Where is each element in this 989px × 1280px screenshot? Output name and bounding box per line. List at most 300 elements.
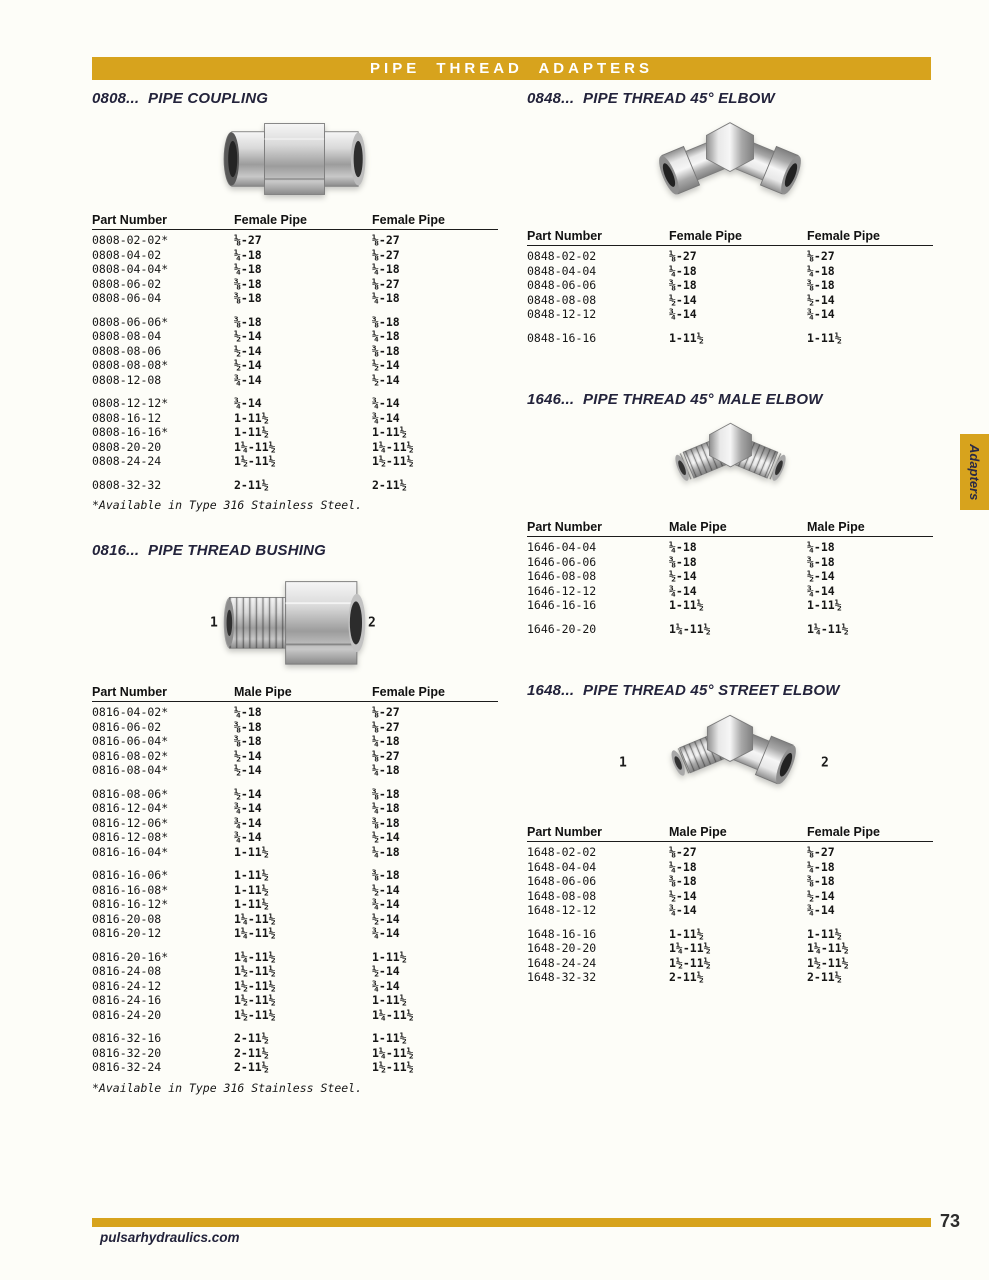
part-number: 0816-04-02* [92,705,169,719]
column-header-end-2: Female Pipe [807,229,880,243]
thread-size: ½-14 [372,830,400,844]
thread-size: ¼-18 [372,291,400,305]
thread-size: 1-11½ [669,926,704,941]
thread-size: ¾-14 [669,903,697,917]
thread-size: ½-14 [372,911,400,926]
part-number: 1648-04-04 [527,859,597,874]
part-number: 1646-08-08 [527,569,597,583]
thread-size: 1½-11½ [234,978,276,993]
parts-table-1648 [527,825,933,985]
left-column [92,90,498,1095]
row-group-gap [527,322,933,331]
thread-size: ¾-14 [372,926,400,940]
thread-size: 1½-11½ [669,955,711,970]
part-number: 0816-20-16* [92,949,169,964]
parts-table-0808 [92,213,498,492]
thread-size: ½-14 [234,358,262,372]
table-row [527,956,933,971]
thread-size: ¼-18 [372,734,400,748]
part-number: 0808-12-08 [92,372,162,387]
page-banner-title: PIPE THREAD ADAPTERS [370,60,653,77]
thread-size: 1-11½ [669,598,704,612]
thread-size: ⅜-18 [669,874,697,888]
part-number: 0808-08-04 [92,329,162,343]
table-body [92,705,498,1075]
row-group-gap [92,859,498,868]
thread-size: ⅛-27 [372,233,400,247]
part-number: 0816-24-16 [92,993,162,1007]
section-title: 0816... PIPE THREAD BUSHING [92,542,326,559]
section-title: 0808... PIPE COUPLING [92,90,269,107]
thread-size: ¾-14 [807,583,835,598]
thread-size: ¼-18 [234,705,262,719]
thread-size: 1¼-11½ [807,621,849,636]
thread-size: ¼-18 [372,329,400,343]
table-row [92,248,498,263]
thread-size: ¼-18 [669,859,697,874]
part-number: 1648-02-02 [527,845,597,859]
thread-size: ⅜-18 [234,719,262,734]
thread-size: ¼-18 [372,801,400,815]
thread-size: ½-14 [372,372,400,387]
part-number: 0816-20-12 [92,926,162,940]
part-number: 1646-04-04 [527,540,597,554]
part-number: 0848-12-12 [527,307,597,321]
thread-size: ½-14 [234,343,262,358]
table-row [92,373,498,388]
table-row [92,979,498,994]
table-body [527,249,933,345]
table-row [92,396,498,411]
thread-size: 1¼-11½ [669,621,711,636]
thread-size: ¾-14 [234,396,262,410]
thread-size: ⅜-18 [234,276,262,291]
thread-size: ¼-18 [372,262,400,276]
thread-size: ⅜-18 [234,291,262,305]
thread-size: 2-11½ [234,1060,269,1074]
table-row [92,926,498,941]
row-group-gap [92,941,498,950]
table-row [92,816,498,831]
part-number: 0816-32-20 [92,1045,162,1060]
part-number: 0816-12-04* [92,801,169,815]
thread-size: ⅛-27 [669,845,697,859]
table-header [92,213,498,230]
45-male-elbow-illustration [643,418,818,508]
section-pipe-coupling [92,90,498,512]
table-header [527,825,933,842]
thread-size: 2-11½ [234,477,269,492]
column-header-end-2: Female Pipe [372,213,445,227]
thread-size: 1-11½ [807,598,842,612]
thread-size: 1¼-11½ [234,911,276,926]
part-number: 0848-02-02 [527,249,597,263]
part-number: 1646-12-12 [527,583,597,598]
part-number: 0816-06-04* [92,734,169,748]
part-number: 1646-20-20 [527,621,597,636]
parts-table-1646 [527,520,933,636]
thread-size: ⅜-18 [669,278,697,292]
thread-size: 1-11½ [669,330,704,345]
thread-size: ⅜-18 [372,786,400,801]
table-row [527,845,933,860]
thread-size: ¾-14 [807,307,835,321]
part-number: 0816-20-08 [92,911,162,926]
table-row [527,249,933,264]
thread-size: ½-14 [234,763,262,777]
table-row [92,950,498,965]
table-row [92,734,498,749]
right-column [527,90,933,985]
row-group-gap [527,918,933,927]
table-row [92,705,498,720]
table-row [92,291,498,306]
thread-size: 1-11½ [372,949,407,964]
part-number: 1648-16-16 [527,926,597,941]
thread-size: ⅛-27 [807,249,835,263]
table-row [92,830,498,845]
part-number: 0816-16-04* [92,844,169,859]
column-header-end-1: Male Pipe [669,825,727,839]
part-number: 0816-12-06* [92,815,169,830]
thread-size: 1¼-11½ [807,941,849,955]
thread-size: 1¼-11½ [372,1007,414,1022]
bushing-illustration [220,569,370,673]
table-row [527,622,933,637]
thread-size: ¾-14 [372,396,400,410]
row-group-gap [92,387,498,396]
thread-size: 1-11½ [234,410,269,425]
chapter-tab-adapters[interactable] [960,434,989,510]
table-row [527,584,933,599]
part-number: 0808-24-24 [92,454,162,468]
part-number: 1646-06-06 [527,554,597,569]
table-row [527,264,933,279]
thread-size: ¼-18 [234,262,262,276]
column-header-end-2: Male Pipe [807,520,865,534]
thread-size: 1-11½ [234,868,269,882]
table-row [527,278,933,293]
column-header-end-2: Female Pipe [372,685,445,699]
thread-size: ¾-14 [234,830,262,844]
section-pipe-thread-bushing [92,542,498,1095]
part-number: 1648-32-32 [527,970,597,984]
thread-size: ½-14 [234,748,262,763]
part-number: 0808-20-20 [92,439,162,454]
table-row [527,598,933,613]
table-row [527,970,933,985]
table-row [92,720,498,735]
thread-size: ½-14 [807,569,835,583]
thread-size: ½-14 [372,358,400,372]
thread-size: 1-11½ [234,425,269,439]
stainless-note: *Available in Type 316 Stainless Steel. [92,498,363,512]
thread-size: 1½-11½ [372,454,414,468]
product-photo-45-street-elbow [527,709,933,817]
part-number: 0808-16-16* [92,425,169,439]
column-header-part-number: Part Number [527,229,603,243]
45-street-elbow-illustration [635,709,825,813]
footer-website-link[interactable]: pulsarhydraulics.com [100,1230,240,1245]
row-group-gap [92,778,498,787]
thread-size: ¾-14 [234,801,262,815]
thread-size: 1-11½ [234,844,269,859]
table-row [92,315,498,330]
table-row [527,293,933,308]
thread-size: ¼-18 [807,859,835,874]
thread-size: ⅜-18 [807,278,835,292]
thread-size: ½-14 [372,882,400,897]
table-row [92,964,498,979]
thread-size: 1-11½ [372,425,407,439]
part-number: 0808-06-06* [92,314,169,329]
thread-size: ¾-14 [807,903,835,917]
part-number: 1646-16-16 [527,598,597,612]
column-header-end-2: Female Pipe [807,825,880,839]
table-row [92,478,498,493]
product-photo-45-male-elbow [527,418,933,512]
part-number: 0816-24-12 [92,978,162,993]
section-45-male-elbow [527,391,933,636]
end-label-2: 2 [368,615,376,631]
45-elbow-illustration [635,117,825,217]
end-label-2: 2 [821,755,829,771]
table-row [92,425,498,440]
thread-size: 1½-11½ [234,964,276,978]
part-number: 0808-02-02* [92,233,169,247]
thread-size: 1¼-11½ [372,1045,414,1060]
table-row [92,1031,498,1046]
thread-size: 1½-11½ [807,955,849,970]
thread-size: 2-11½ [234,1045,269,1060]
table-row [92,262,498,277]
thread-size: 1-11½ [372,993,407,1007]
part-number: 0808-12-12* [92,396,169,410]
thread-size: ⅜-18 [372,868,400,882]
table-row [527,540,933,555]
part-number: 0808-04-02 [92,247,162,262]
table-body [92,233,498,492]
section-title: 1648... PIPE THREAD 45° STREET ELBOW [527,682,840,699]
table-row [527,927,933,942]
thread-size: ⅜-18 [807,874,835,888]
thread-size: 1¼-11½ [234,439,276,454]
table-row [92,329,498,344]
thread-size: ⅜-18 [234,734,262,748]
thread-size: ¾-14 [669,583,697,598]
parts-table-0848 [527,229,933,345]
thread-size: ¾-14 [669,307,697,321]
thread-size: ⅛-27 [372,705,400,719]
thread-size: ½-14 [669,888,697,903]
row-group-gap [92,306,498,315]
thread-size: ¾-14 [372,978,400,993]
thread-size: 1½-11½ [234,454,276,468]
table-row [92,233,498,248]
section-45-street-elbow [527,682,933,985]
thread-size: 1¼-11½ [234,949,276,964]
thread-size: ½-14 [807,888,835,903]
thread-size: ⅛-27 [234,233,262,247]
table-body [527,540,933,636]
thread-size: ⅛-27 [372,276,400,291]
part-number: 0816-32-16 [92,1031,162,1045]
thread-size: ¾-14 [372,897,400,911]
row-group-gap [527,613,933,622]
table-row [527,941,933,956]
part-number: 0808-04-04* [92,262,169,276]
table-row [92,1060,498,1075]
table-row [92,897,498,912]
thread-size: ⅜-18 [372,815,400,830]
thread-size: 1¼-11½ [372,439,414,454]
table-row [92,912,498,927]
part-number: 0816-24-08 [92,964,162,978]
thread-size: 1-11½ [234,882,269,897]
table-row [527,555,933,570]
part-number: 0816-16-06* [92,868,169,882]
table-row [92,454,498,469]
thread-size: 1-11½ [807,330,842,345]
footer-rule [92,1218,931,1227]
part-number: 0848-16-16 [527,330,597,345]
thread-size: ¼-18 [372,844,400,859]
end-label-1: 1 [619,755,627,771]
thread-size: ⅛-27 [372,719,400,734]
part-number: 0808-06-02 [92,276,162,291]
part-number: 1648-12-12 [527,903,597,917]
table-row [527,307,933,322]
table-row [92,868,498,883]
table-row [92,883,498,898]
thread-size: 1-11½ [807,926,842,941]
thread-size: ⅜-18 [669,554,697,569]
part-number: 0816-08-02* [92,748,169,763]
table-row [92,344,498,359]
stainless-note: *Available in Type 316 Stainless Steel. [92,1080,363,1095]
section-title: 1646... PIPE THREAD 45° MALE ELBOW [527,391,823,408]
thread-size: ⅛-27 [807,845,835,859]
part-number: 0816-08-04* [92,763,169,777]
thread-size: 2-11½ [234,1031,269,1045]
table-row [92,993,498,1008]
chapter-tab-label: Adapters [967,443,982,501]
thread-size: ½-14 [807,292,835,307]
table-row [527,860,933,875]
part-number: 0808-06-04 [92,291,162,305]
thread-size: ⅛-27 [372,247,400,262]
part-number: 0808-32-32 [92,477,162,492]
thread-size: ⅜-18 [807,554,835,569]
table-row [527,331,933,346]
table-body [527,845,933,985]
part-number: 0816-08-06* [92,786,169,801]
thread-size: ¼-18 [234,247,262,262]
page-banner [92,57,931,80]
table-row [92,749,498,764]
thread-size: ⅜-18 [372,314,400,329]
part-number: 0816-16-12* [92,897,169,911]
column-header-part-number: Part Number [527,825,603,839]
part-number: 0816-16-08* [92,882,169,897]
thread-size: 1½-11½ [234,1007,276,1022]
part-number: 0816-32-24 [92,1060,162,1074]
section-45-elbow [527,90,933,345]
thread-size: ⅜-18 [372,343,400,358]
thread-size: ¾-14 [372,410,400,425]
row-group-gap [92,1022,498,1031]
column-header-part-number: Part Number [92,685,168,699]
table-row [92,845,498,860]
thread-size: 2-11½ [669,970,704,984]
table-header [527,229,933,246]
page-number: 73 [940,1211,961,1231]
table-header [527,520,933,537]
thread-size: ¼-18 [669,540,697,554]
section-title: 0848... PIPE THREAD 45° ELBOW [527,90,775,107]
parts-table-0816 [92,685,498,1075]
part-number: 0816-06-02 [92,719,162,734]
column-header-end-1: Male Pipe [669,520,727,534]
thread-size: 1½-11½ [234,993,276,1007]
thread-size: ¾-14 [234,372,262,387]
product-photo-pipe-coupling [92,117,498,205]
table-row [92,787,498,802]
table-row [527,889,933,904]
thread-size: ¼-18 [669,263,697,278]
part-number: 0808-16-12 [92,410,162,425]
thread-size: ⅛-27 [372,748,400,763]
table-row [92,1008,498,1023]
part-number: 0808-08-08* [92,358,169,372]
table-row [527,874,933,889]
column-header-end-1: Female Pipe [669,229,742,243]
thread-size: ½-14 [669,292,697,307]
column-header-part-number: Part Number [527,520,603,534]
part-number: 0848-04-04 [527,263,597,278]
row-group-gap [92,469,498,478]
thread-size: ¾-14 [234,815,262,830]
thread-size: 1¼-11½ [234,926,276,940]
table-row [92,440,498,455]
thread-size: ⅛-27 [669,249,697,263]
pipe-coupling-illustration [220,117,370,201]
table-header [92,685,498,702]
thread-size: ½-14 [372,964,400,978]
thread-size: ¼-18 [372,763,400,777]
thread-size: ½-14 [669,569,697,583]
table-row [92,1046,498,1061]
table-row [92,358,498,373]
table-row [527,569,933,584]
thread-size: ⅜-18 [234,314,262,329]
thread-size: 1-11½ [234,897,269,911]
column-header-part-number: Part Number [92,213,168,227]
part-number: 1648-20-20 [527,941,597,955]
thread-size: ¼-18 [807,263,835,278]
product-photo-45-elbow [527,117,933,221]
part-number: 1648-06-06 [527,874,597,888]
column-header-end-1: Male Pipe [234,685,292,699]
thread-size: 2-11½ [372,477,407,492]
table-row [92,277,498,292]
part-number: 0848-06-06 [527,278,597,292]
thread-size: ½-14 [234,329,262,343]
part-number: 0808-08-06 [92,343,162,358]
thread-size: 1½-11½ [372,1060,414,1074]
part-number: 1648-08-08 [527,888,597,903]
thread-size: ½-14 [234,786,262,801]
